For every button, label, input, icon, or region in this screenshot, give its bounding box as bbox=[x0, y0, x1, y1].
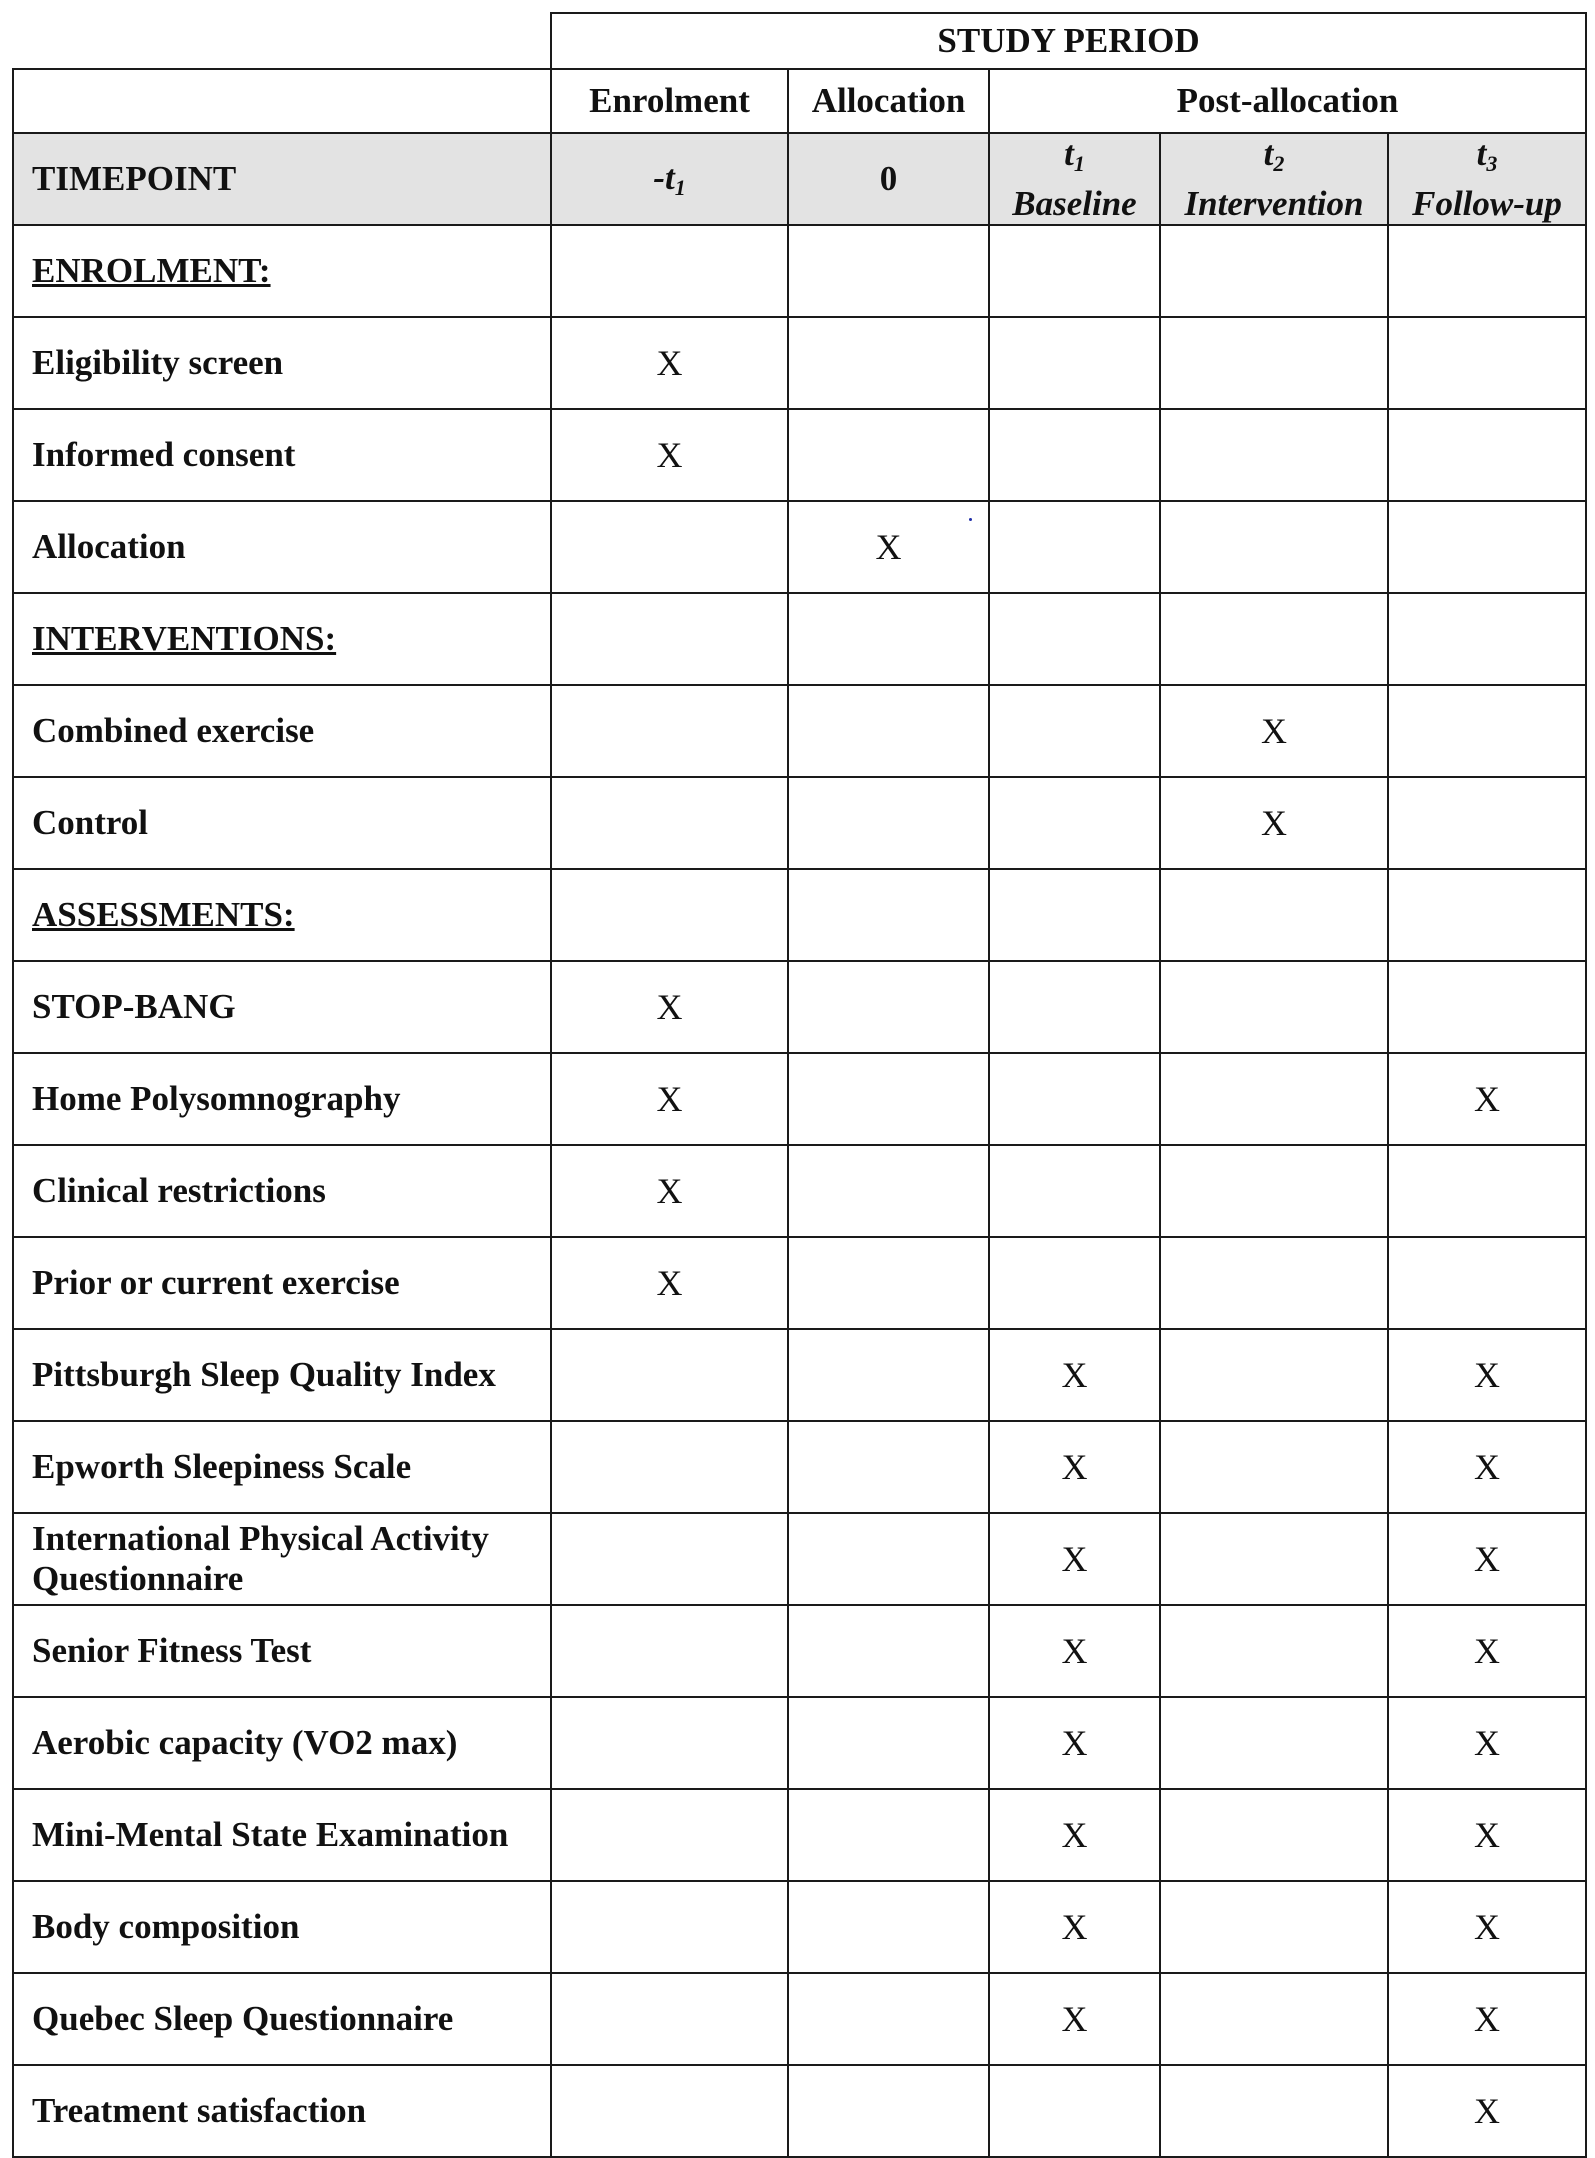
timepoint-enrolment-text: -t bbox=[653, 157, 675, 197]
empty-cell bbox=[1160, 1053, 1388, 1145]
x-mark-cell: X bbox=[551, 1145, 788, 1237]
empty-cell bbox=[1160, 1789, 1388, 1881]
table-row bbox=[13, 1605, 1586, 1697]
empty-cell bbox=[989, 593, 1160, 685]
phase-enrolment: Enrolment bbox=[551, 69, 788, 133]
table-row bbox=[13, 685, 1586, 777]
table-row bbox=[13, 1789, 1586, 1881]
empty-cell bbox=[788, 777, 989, 869]
table-row bbox=[13, 961, 1586, 1053]
x-mark-cell: X bbox=[1388, 1697, 1586, 1789]
x-mark-cell: X bbox=[1388, 1421, 1586, 1513]
empty-cell bbox=[551, 777, 788, 869]
row-label: Body composition bbox=[13, 1881, 551, 1973]
stray-mark bbox=[969, 518, 972, 521]
x-mark-cell: X bbox=[551, 961, 788, 1053]
empty-cell bbox=[1388, 685, 1586, 777]
row-label: STOP-BANG bbox=[13, 961, 551, 1053]
empty-cell bbox=[788, 225, 989, 317]
empty-cell bbox=[788, 1145, 989, 1237]
empty-cell bbox=[989, 777, 1160, 869]
empty-cell bbox=[1388, 501, 1586, 593]
row-label: Clinical restrictions bbox=[13, 1145, 551, 1237]
empty-cell bbox=[1160, 317, 1388, 409]
empty-cell bbox=[788, 593, 989, 685]
empty-cell bbox=[1388, 869, 1586, 961]
empty-cell bbox=[1160, 501, 1388, 593]
empty-cell bbox=[1388, 225, 1586, 317]
timepoint-enrolment bbox=[551, 133, 788, 225]
empty-cell bbox=[551, 2065, 788, 2157]
x-mark-cell: X bbox=[551, 409, 788, 501]
empty-cell bbox=[1160, 869, 1388, 961]
row-label: Treatment satisfaction bbox=[13, 2065, 551, 2157]
x-mark-cell: X bbox=[1388, 1605, 1586, 1697]
x-mark-cell: X bbox=[989, 1789, 1160, 1881]
x-mark-cell: X bbox=[1388, 1513, 1586, 1605]
empty-cell bbox=[1160, 1329, 1388, 1421]
empty-cell bbox=[1160, 1605, 1388, 1697]
empty-cell bbox=[788, 1421, 989, 1513]
empty-cell bbox=[1388, 593, 1586, 685]
x-mark-cell: X bbox=[989, 1881, 1160, 1973]
empty-cell bbox=[989, 409, 1160, 501]
row-label: Mini-Mental State Examination bbox=[13, 1789, 551, 1881]
empty-cell bbox=[1160, 1513, 1388, 1605]
empty-cell bbox=[551, 869, 788, 961]
empty-cell bbox=[788, 2065, 989, 2157]
empty-cell bbox=[1160, 2065, 1388, 2157]
empty-cell bbox=[1388, 1145, 1586, 1237]
x-mark-cell: X bbox=[989, 1329, 1160, 1421]
spirit-schedule-table bbox=[12, 12, 1587, 2158]
empty-cell bbox=[551, 685, 788, 777]
x-mark-cell: X bbox=[989, 1513, 1160, 1605]
phase-allocation: Allocation bbox=[788, 69, 989, 133]
table-row bbox=[13, 1237, 1586, 1329]
row-label-line: Questionnaire bbox=[32, 1559, 244, 1598]
empty-cell bbox=[1388, 317, 1586, 409]
section-header-enrolment bbox=[13, 225, 1586, 317]
timepoint-t2-letter: t bbox=[1263, 134, 1274, 173]
empty-cell bbox=[1160, 1421, 1388, 1513]
empty-cell bbox=[551, 1513, 788, 1605]
empty-cell bbox=[788, 1513, 989, 1605]
empty-cell bbox=[989, 1053, 1160, 1145]
empty-cell bbox=[551, 593, 788, 685]
table-row bbox=[13, 501, 1586, 593]
empty-cell bbox=[551, 1329, 788, 1421]
phase-row bbox=[13, 69, 1586, 133]
section-title-assessments: ASSESSMENTS: bbox=[13, 869, 551, 961]
empty-cell bbox=[551, 501, 788, 593]
x-mark-cell: X bbox=[1388, 1329, 1586, 1421]
empty-cell bbox=[1388, 777, 1586, 869]
empty-cell bbox=[788, 1329, 989, 1421]
timepoint-t1 bbox=[989, 133, 1160, 225]
phase-post-allocation: Post-allocation bbox=[989, 69, 1586, 133]
table-row bbox=[13, 1421, 1586, 1513]
row-label: Informed consent bbox=[13, 409, 551, 501]
section-header-interventions bbox=[13, 593, 1586, 685]
row-label: Pittsburgh Sleep Quality Index bbox=[13, 1329, 551, 1421]
empty-cell bbox=[551, 1605, 788, 1697]
empty-cell bbox=[989, 961, 1160, 1053]
timepoint-t3-name: Follow-up bbox=[1412, 184, 1562, 223]
empty-cell bbox=[1160, 1697, 1388, 1789]
empty-cell bbox=[551, 1789, 788, 1881]
timepoint-t2-sub: 2 bbox=[1273, 151, 1285, 176]
table-row bbox=[13, 1881, 1586, 1973]
timepoint-t2 bbox=[1160, 133, 1388, 225]
empty-cell bbox=[788, 1053, 989, 1145]
row-label-line: International Physical Activity bbox=[32, 1519, 489, 1558]
x-mark-cell: X bbox=[989, 1973, 1160, 2065]
timepoint-t3-sub: 3 bbox=[1486, 151, 1498, 176]
empty-cell bbox=[1160, 1237, 1388, 1329]
table-row bbox=[13, 1329, 1586, 1421]
empty-cell bbox=[788, 409, 989, 501]
empty-cell bbox=[788, 1881, 989, 1973]
table-row bbox=[13, 317, 1586, 409]
empty-cell bbox=[551, 1973, 788, 2065]
row-label: Aerobic capacity (VO2 max) bbox=[13, 1697, 551, 1789]
x-mark-cell: X bbox=[1160, 777, 1388, 869]
empty-cell bbox=[788, 961, 989, 1053]
timepoint-allocation: 0 bbox=[788, 133, 989, 225]
table-row bbox=[13, 1053, 1586, 1145]
table-row bbox=[13, 409, 1586, 501]
empty-cell bbox=[989, 225, 1160, 317]
empty-cell bbox=[551, 1881, 788, 1973]
empty-cell bbox=[989, 2065, 1160, 2157]
x-mark-cell: X bbox=[989, 1697, 1160, 1789]
row-label: Control bbox=[13, 777, 551, 869]
empty-cell bbox=[788, 1697, 989, 1789]
row-label: Senior Fitness Test bbox=[13, 1605, 551, 1697]
section-title-enrolment: ENROLMENT: bbox=[13, 225, 551, 317]
row-label: Allocation bbox=[13, 501, 551, 593]
empty-cell bbox=[1160, 1145, 1388, 1237]
table-row bbox=[13, 2065, 1586, 2157]
x-mark-cell: X bbox=[989, 1421, 1160, 1513]
row-label: Home Polysomnography bbox=[13, 1053, 551, 1145]
x-mark-cell: X bbox=[788, 501, 989, 593]
section-header-assessments bbox=[13, 869, 1586, 961]
empty-cell bbox=[788, 317, 989, 409]
table-row bbox=[13, 1973, 1586, 2065]
row-label: Epworth Sleepiness Scale bbox=[13, 1421, 551, 1513]
table-row bbox=[13, 777, 1586, 869]
empty-cell bbox=[1160, 961, 1388, 1053]
table-row bbox=[13, 1145, 1586, 1237]
empty-cell bbox=[551, 1421, 788, 1513]
row-label: Quebec Sleep Questionnaire bbox=[13, 1973, 551, 2065]
empty-cell bbox=[788, 1973, 989, 2065]
x-mark-cell: X bbox=[551, 1053, 788, 1145]
empty-cell bbox=[1160, 225, 1388, 317]
empty-cell bbox=[788, 685, 989, 777]
timepoint-label: TIMEPOINT bbox=[13, 133, 551, 225]
empty-cell bbox=[551, 1697, 788, 1789]
row-label: Eligibility screen bbox=[13, 317, 551, 409]
empty-cell bbox=[788, 1237, 989, 1329]
empty-cell bbox=[788, 869, 989, 961]
timepoint-t1-letter: t bbox=[1064, 134, 1074, 173]
corner-cell bbox=[13, 13, 551, 69]
study-period-row bbox=[13, 13, 1586, 69]
timepoint-t1-name: Baseline bbox=[1012, 184, 1137, 223]
empty-cell bbox=[788, 1789, 989, 1881]
empty-cell bbox=[788, 1605, 989, 1697]
empty-cell bbox=[1160, 1881, 1388, 1973]
table-row bbox=[13, 1697, 1586, 1789]
empty-cell bbox=[1160, 1973, 1388, 2065]
x-mark-cell: X bbox=[551, 1237, 788, 1329]
phase-row-blank bbox=[13, 69, 551, 133]
empty-cell bbox=[1160, 593, 1388, 685]
x-mark-cell: X bbox=[1388, 1789, 1586, 1881]
x-mark-cell: X bbox=[1388, 2065, 1586, 2157]
timepoint-row bbox=[13, 133, 1586, 225]
empty-cell bbox=[989, 685, 1160, 777]
timepoint-enrolment-sub: 1 bbox=[674, 174, 686, 200]
empty-cell bbox=[989, 317, 1160, 409]
empty-cell bbox=[989, 1145, 1160, 1237]
x-mark-cell: X bbox=[989, 1605, 1160, 1697]
study-period-heading: STUDY PERIOD bbox=[551, 13, 1586, 69]
timepoint-t3 bbox=[1388, 133, 1586, 225]
section-title-interventions: INTERVENTIONS: bbox=[13, 593, 551, 685]
table-row bbox=[13, 1513, 1586, 1605]
empty-cell bbox=[1160, 409, 1388, 501]
x-mark-cell: X bbox=[1160, 685, 1388, 777]
empty-cell bbox=[1388, 1237, 1586, 1329]
row-label bbox=[13, 1513, 551, 1605]
empty-cell bbox=[989, 869, 1160, 961]
empty-cell bbox=[989, 501, 1160, 593]
row-label: Prior or current exercise bbox=[13, 1237, 551, 1329]
x-mark-cell: X bbox=[551, 317, 788, 409]
empty-cell bbox=[989, 1237, 1160, 1329]
x-mark-cell: X bbox=[1388, 1881, 1586, 1973]
empty-cell bbox=[1388, 961, 1586, 1053]
empty-cell bbox=[551, 225, 788, 317]
timepoint-t3-letter: t bbox=[1476, 134, 1487, 173]
x-mark-cell: X bbox=[1388, 1973, 1586, 2065]
empty-cell bbox=[1388, 409, 1586, 501]
x-mark-cell: X bbox=[1388, 1053, 1586, 1145]
timepoint-t2-name: Intervention bbox=[1184, 184, 1364, 223]
row-label: Combined exercise bbox=[13, 685, 551, 777]
timepoint-t1-sub: 1 bbox=[1073, 151, 1085, 176]
